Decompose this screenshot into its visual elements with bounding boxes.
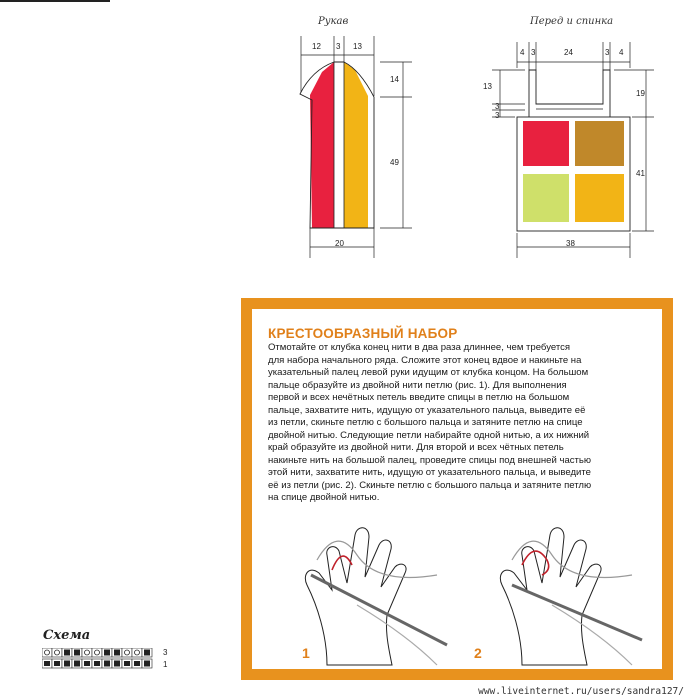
scheme-row-3: 3 (163, 648, 168, 657)
body-dim-left-small-a: 3 (495, 102, 500, 111)
sleeve-dim-top-mid: 3 (336, 42, 341, 51)
sleeve-schematic (300, 36, 412, 258)
sleeve-right-half (344, 62, 368, 228)
body-square-1 (523, 121, 569, 166)
body-dim-strap-c: 3 (605, 48, 610, 57)
sleeve-dim-top-left: 12 (312, 42, 321, 51)
figure-1-hand-illustration (297, 515, 452, 671)
body-dim-strap-d: 4 (619, 48, 624, 57)
sleeve-dim-top-right: 13 (353, 42, 362, 51)
pattern-diagrams (0, 0, 690, 270)
figure-2-hand-illustration (492, 515, 647, 671)
body-square-3 (523, 174, 569, 222)
sleeve-body-schematics (0, 0, 690, 270)
body-dim-left-small-b: 3 (495, 111, 500, 120)
body-dim-right-lower: 41 (636, 169, 645, 178)
body-dim-neck: 24 (564, 48, 573, 57)
panel-instructions: Отмотайте от клубка конец нити в два раза длиннее, чем требуется для набора начального ряда. Сложите этот конец вдвое и накиньте на указательный палец левой руки идущим от клубка концом. На большом пальце образуйте из двойной нити петлю (рис. 1). Для выполнения первой и всех нечётных петель введите спицы в петлю на большом пальце, захватите нить, идущую от указательного пальца, выведите её из петли, скиньте петлю с большого пальца и затяните петлю на спице двойной нитью. Следующие петли набирайте одной нитью, а их нижний край образуйте из двойной нити. Для второй и всех чётных петель накиньте нить на большой палец, проведите спицы под внешней частью этой нити, захватите нить, идущую от указательного пальца, и выведите её из петли (рис. 2). Скиньте петлю с большого пальца и затяните петлю на спице двойной нитью. (268, 342, 592, 503)
cast-on-panel (241, 298, 673, 680)
body-dim-right-upper: 19 (636, 89, 645, 98)
sleeve-center-strip (334, 62, 344, 228)
sleeve-left-half (310, 62, 334, 228)
body-square-2 (575, 121, 624, 166)
body-dim-bottom: 38 (566, 239, 575, 248)
body-dim-strap-b: 3 (531, 48, 536, 57)
scheme-row-1: 1 (163, 660, 168, 669)
body-title: Перед и спинка (530, 16, 614, 27)
body-square-4 (575, 174, 624, 222)
sleeve-dim-bottom: 20 (335, 239, 344, 248)
sleeve-dim-length: 49 (390, 158, 399, 167)
body-dim-strap-a: 4 (520, 48, 525, 57)
panel-content (252, 309, 662, 669)
panel-title: КРЕСТООБРАЗНЫЙ НАБОР (268, 326, 458, 341)
sleeve-title: Рукав (318, 16, 349, 27)
scheme-title: Схема (43, 628, 91, 643)
body-schematic (492, 42, 654, 258)
figure-1-number: 1 (302, 645, 310, 661)
figure-2-number: 2 (474, 645, 482, 661)
watermark-url: www.liveinternet.ru/users/sandra127/ (478, 686, 684, 697)
sleeve-dim-cap: 14 (390, 75, 399, 84)
body-dim-left-upper: 13 (483, 82, 492, 91)
scheme-chart (42, 648, 160, 670)
